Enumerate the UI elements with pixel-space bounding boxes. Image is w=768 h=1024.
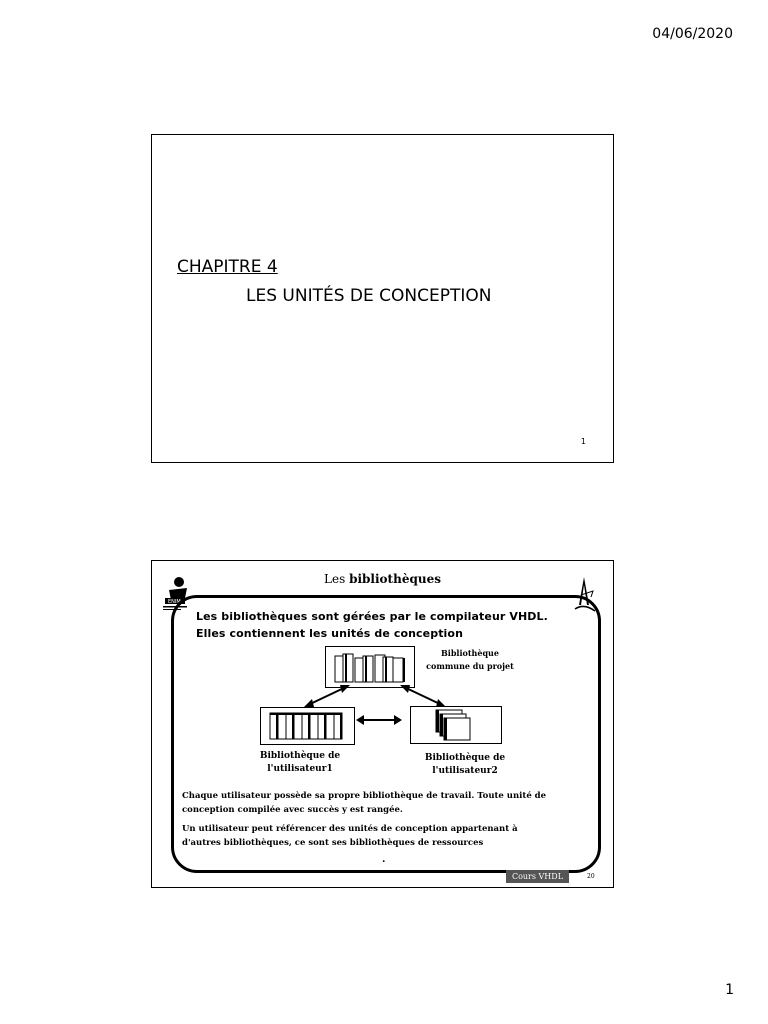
bullet-line-1: Les bibliothèques sont gérées par le compilateur VHDL. — [196, 610, 548, 623]
chapter-title: LES UNITÉS DE CONCEPTION — [246, 286, 492, 306]
paragraph-1-line-1: Chaque utilisateur possède sa propre bibliothèque de travail. Toute unité de — [182, 791, 547, 801]
common-library-label-2: commune du projet — [426, 661, 514, 671]
user1-library-label-2: l'utilisateur1 — [267, 764, 333, 774]
chapter-heading: CHAPITRE 4 — [177, 257, 278, 277]
paragraph-2-line-1: Un utilisateur peut référencer des unités de conception appartenant à — [182, 824, 518, 834]
paragraph-2-line-2: d'autres bibliothèques, ce sont ses bibliothèques de ressources — [182, 838, 484, 848]
page-number: 1 — [725, 982, 734, 998]
paragraph-1-line-2: conception compilée avec succès y est rangée. — [182, 805, 403, 815]
slide-1 — [151, 134, 614, 463]
paragraph-1 — [182, 789, 592, 817]
user2-library-label-1: Bibliothèque de — [424, 753, 506, 763]
common-library-label — [414, 647, 526, 673]
user1-library-label-1: Bibliothèque de — [259, 751, 341, 761]
paragraph-2 — [182, 822, 592, 850]
slide-2 — [151, 560, 614, 888]
svg-text:ENIM: ENIM — [168, 599, 181, 605]
slide-title-prefix: Les — [324, 572, 346, 586]
slide-title-strong: bibliothèques — [349, 572, 441, 586]
bullet-line-2: Elles contiennent les unités de conception — [196, 627, 464, 640]
header-date: 04/06/2020 — [652, 26, 733, 42]
user1-library-label — [240, 750, 360, 776]
slide-number: 20 — [587, 873, 595, 880]
slide-number: 1 — [580, 437, 586, 446]
slide-title — [152, 572, 613, 586]
course-badge: Cours VHDL — [506, 870, 569, 883]
user1-library-books-icon — [260, 707, 355, 745]
user2-library-books-icon — [410, 706, 502, 744]
arrow-user1-user2-icon — [356, 713, 402, 727]
user2-library-label — [405, 752, 525, 778]
stray-dot: . — [382, 855, 386, 865]
common-library-label-1: Bibliothèque — [441, 648, 499, 658]
user2-library-label-2: l'utilisateur2 — [432, 766, 498, 776]
